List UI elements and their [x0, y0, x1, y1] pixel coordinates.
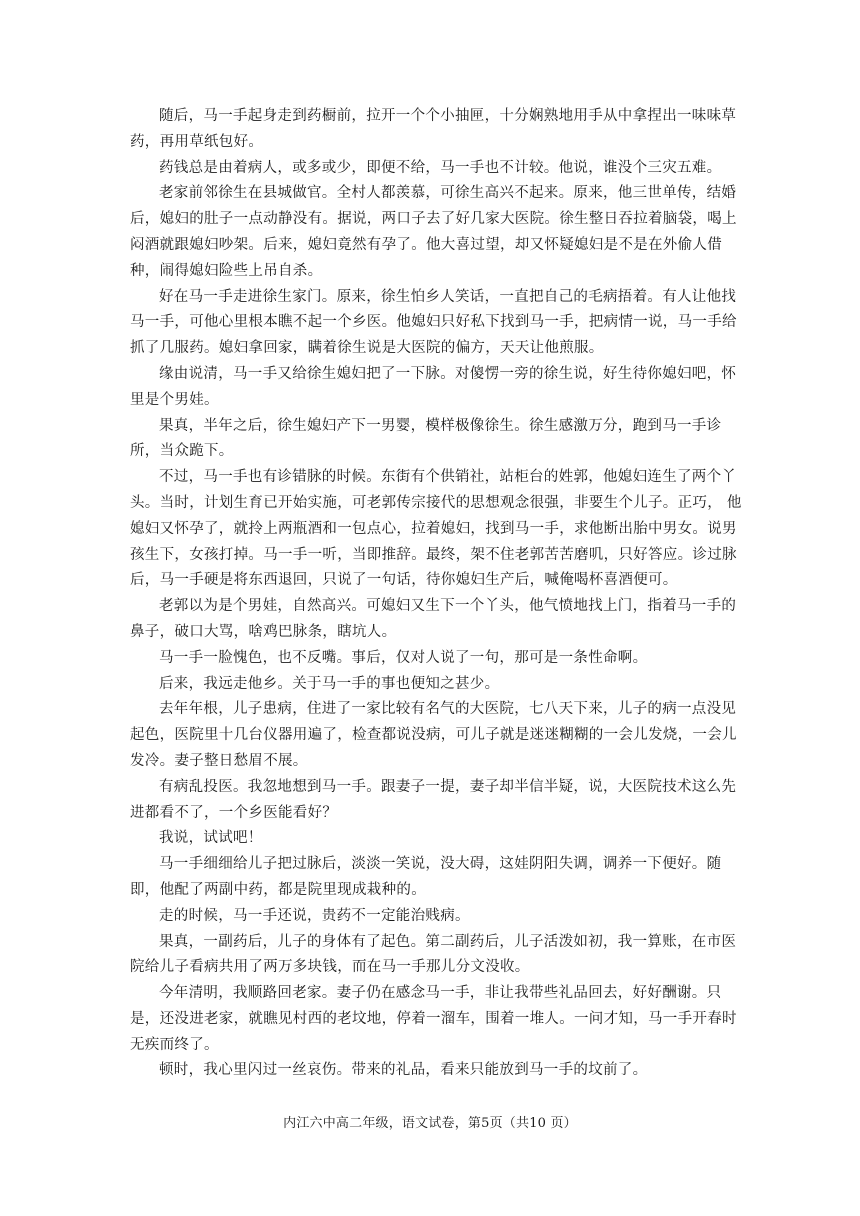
- paragraph: 有病乱投医。我忽地想到马一手。跟妻子一提，妻子却半信半疑，说，大医院技术这么先进都看不了，一个乡医能看好？: [130, 778, 737, 821]
- paragraph: 缘由说清，马一手又给徐生媳妇把了一下脉。对傻愣一旁的徐生说，好生待你媳妇吧，怀里是个男娃。: [130, 365, 737, 408]
- paragraph: 马一手一脸愧色，也不反嘴。事后，仅对人说了一句，那可是一条性命啊。: [159, 649, 648, 666]
- paragraph: 老郭以为是个男娃，自然高兴。可媳妇又生下一个丫头，他气愤地找上门，指着马一手的鼻子，破口大骂，啥鸡巴脉条，瞎坑人。: [130, 598, 737, 640]
- paragraph: 果真，一副药后，儿子的身体有了起色。第二副药后，儿子活泼如初，我一算账，在市医院给儿子看病共用了两万多块钱，而在马一手那儿分文没收。: [130, 933, 737, 976]
- paragraph: 今年清明，我顺路回老家。妻子仍在感念马一手，非让我带些礼品回去，好好酬谢。只是，还没进老家，就瞧见村西的老坟地，停着一溜车，围着一堆人。一问才知，马一手开春时无疾而终了。: [130, 985, 737, 1053]
- paragraph: 顿时，我心里闪过一丝哀伤。带来的礼品，看来只能放到马一手的坟前了。: [159, 1062, 648, 1079]
- paragraph: 走的时候，马一手还说，贵药不一定能治贱病。: [159, 907, 470, 924]
- paragraph: 马一手细细给儿子把过脉后，淡淡一笑说，没大碍，这娃阴阳失调，调养一下便好。随即，他配了两副中药，都是院里现成栽种的。: [130, 856, 722, 898]
- paragraph: 药钱总是由着病人，或多或少，即便不给，马一手也不计较。他说，谁没个三灾五难。: [159, 159, 722, 176]
- paragraph: 随后，马一手起身走到药橱前，拉开一个个小抽匣，十分娴熟地用手从中拿捏出一味味草药，再用草纸包好。: [130, 108, 737, 150]
- paragraph: 我说，试试吧！: [159, 830, 263, 847]
- paragraph: 好在马一手走进徐生家门。原来，徐生怕乡人笑话，一直把自己的毛病捂着。有人让他找马一手，可他心里根本瞧不起一个乡医。他媳妇只好私下找到马一手，把病情一说，马一手给抓了几服药。媳妇拿回家，瞒着徐生说是大医院的偏方，天天让他煎服。: [130, 288, 737, 357]
- paragraph: 后来，我远走他乡。关于马一手的事也便知之甚少。: [159, 675, 500, 692]
- story-text: [130, 104, 742, 1084]
- paragraph: 不过，马一手也有诊错脉的时候。东街有个供销社，站柜台的姓郭，他媳妇连生了两个丫头。当时，计划生育已开始实施，可老郭传宗接代的思想观念很强，非要生个儿子。正巧， 他媳妇又怀孕了，就拎上两瓶酒和一包点心，拉着媳妇，找到马一手，求他断出胎中男女。说男孩生下，女孩打掉。马一手一听，当即推辞。最终，架不住老郭苦苦磨叽，只好答应。诊过脉后，马一手硬是将东西退回，只说了一句话，待你媳妇生产后，喊俺喝杯喜酒便可。: [130, 469, 742, 589]
- paragraph: 去年年根，儿子患病，住进了一家比较有名气的大医院，七八天下来，儿子的病一点没见起色，医院里十几台仪器用遍了，检查都说没病，可儿子就是迷迷糊糊的一会儿发烧，一会儿发冷。妻子整日愁眉不展。: [130, 701, 737, 769]
- page-footer: 内江六中高二年级，语文试卷，第5页（共10 页）: [283, 1116, 577, 1131]
- paragraph: 果真，半年之后，徐生媳妇产下一男婴，模样极像徐生。徐生感激万分，跑到马一手诊所，当众跪下。: [130, 417, 722, 460]
- paragraph: 老家前邻徐生在县城做官。全村人都羡慕，可徐生高兴不起来。原来，他三世单传，结婚后，媳妇的肚子一点动静没有。据说，两口子去了好几家大医院。徐生整日吞拉着脑袋，喝上闷酒就跟媳妇吵架。后来，媳妇竟然有孕了。他大喜过望，却又怀疑媳妇是不是在外偷人借种，闹得媳妇险些上吊自杀。: [130, 185, 737, 279]
